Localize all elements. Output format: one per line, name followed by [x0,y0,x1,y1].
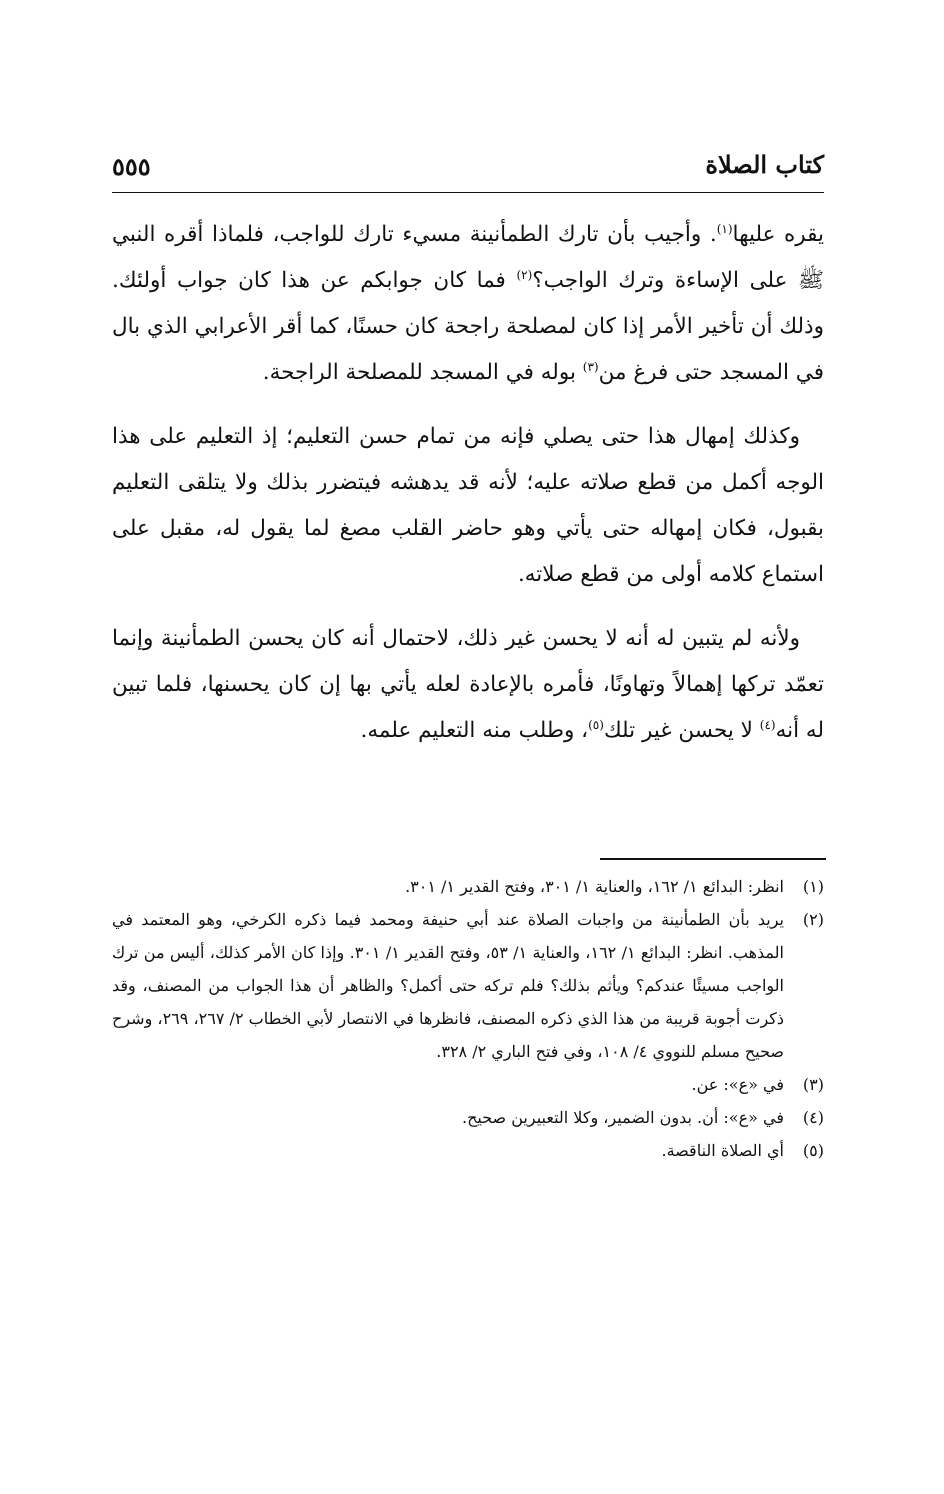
footnote-ref-3: (٣) [582,359,599,374]
footnote-divider [600,858,826,860]
footnote-1 [112,870,824,903]
page-number: ٥٥٥ [112,152,151,181]
chapter-title: كتاب الصلاة [705,150,824,179]
p3-text-c: ، وطلب منه التعليم علمه. [360,718,589,743]
footnote-text: أي الصلاة الناقصة. [661,1141,784,1160]
footnote-2 [112,903,824,1068]
footnote-5 [112,1134,824,1167]
p3-text-b: لا يحسن غير تلك [603,718,760,743]
p1-text-a: يقره عليها [732,222,824,247]
footnote-number: (١) [802,877,824,896]
footnote-4 [112,1101,824,1134]
main-text [112,212,824,754]
footnote-text: انظر: البدائع ١/ ١٦٢، والعناية ١/ ٣٠١، وفتح القدير ١/ ٣٠١. [405,877,784,896]
p3-text-a: ولأنه لم يتبين له أنه لا يحسن غير ذلك، لاحتمال أنه كان يحسن الطمأنينة وإنما تعمّد تركها إهمالاً وتهاونًا، فأمره بالإعادة لعله يأتي بها إن كان يحسنها، فلما تبين له أنه [112,626,824,743]
footnote-text: في «ع»: أن. بدون الضمير، وكلا التعبيرين صحيح. [461,1108,784,1127]
footnote-ref-2: (٢) [516,267,533,282]
footnote-text: في «ع»: عن. [691,1075,784,1094]
p1-text-c: فما كان جوابكم عن هذا كان جواب أولئك. وذلك أن تأخير الأمر إذا كان لمصلحة راجحة كان حسنًا، كما أقر الأعرابي الذي بال في المسجد حتى فرغ من [112,268,824,385]
footnote-number: (٤) [802,1108,824,1127]
footnote-3 [112,1068,824,1101]
p1-text-d: بوله في المسجد للمصلحة الراجحة. [262,360,583,385]
paragraph-2: وكذلك إمهال هذا حتى يصلي فإنه من تمام حسن التعليم؛ إذ التعليم على هذا الوجه أكمل من قطع صلاته عليه؛ لأنه قد يدهشه فيتضرر بذلك ولا يتلقى التعليم بقبول، فكان إمهاله حتى يأتي وهو حاضر القلب مصغ لما يقول له، مقبل على استماع كلامه أولى من قطع صلاته. [112,424,824,587]
paragraph-3 [112,616,824,754]
footnote-number: (٥) [802,1141,824,1160]
p1-text-b: . وأجيب بأن تارك الطمأنينة مسيء تارك للواجب، فلماذا أقره النبي ﷺ على الإساءة وترك الواجب؟ [112,222,825,293]
footnotes [112,870,824,1167]
footnote-number: (٢) [802,910,824,929]
footnote-ref-1: (١) [716,221,733,236]
footnote-ref-5: (٥) [588,717,604,732]
running-header [112,150,824,190]
footnote-text: يريد بأن الطمأنينة من واجبات الصلاة عند أبي حنيفة ومحمد فيما ذكره الكرخي، وهو المعتمد في المذهب. انظر: البدائع ١/ ١٦٢، والعناية ١/ ٥٣، وفتح القدير ١/ ٣٠١. وإذا كان الأمر كذلك، أليس من ترك الواجب مسيئًا عندكم؟ ويأثم بذلك؟ فلم تركه حتى أكمل؟ والظاهر أن هذا الجواب من المصنف، وقد ذكرت أجوبة قريبة من هذا الذي ذكره المصنف، فانظرها في الانتصار لأبي الخطاب ٢/ ٢٦٧، ٢٦٩، وشرح صحيح مسلم للنووي ٤/ ١٠٨، وفي فتح الباري ٢/ ٣٢٨. [112,910,785,1061]
footnote-ref-4: (٤) [759,717,776,732]
paragraph-1 [112,212,824,396]
footnote-number: (٣) [802,1075,824,1094]
header-divider [112,192,824,193]
